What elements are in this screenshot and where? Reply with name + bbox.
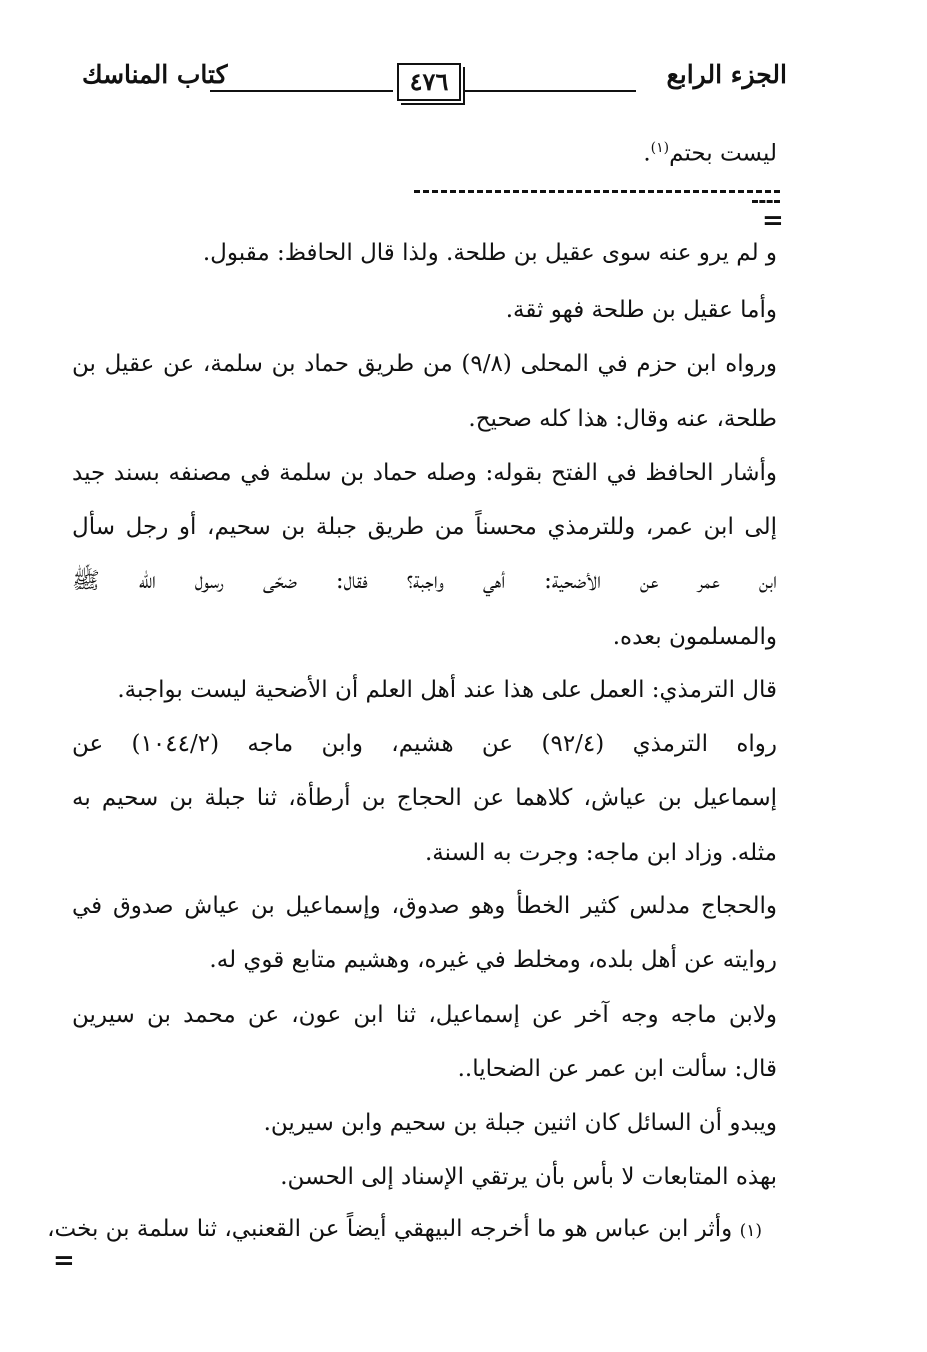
footnote-marker: (١) [739,1221,762,1241]
body-line: ولابن ماجه وجه آخر عن إسماعيل، ثنا ابن عون، عن محمد بن سيرين [72,1002,777,1028]
body-line: وأشار الحافظ في الفتح بقوله: وصله حماد بن سلمة في مصنفه بسند جيد [72,460,777,486]
header-rule-left [210,90,393,92]
body-line: و لم يرو عنه سوى عقيل بن طلحة. ولذا قال الحافظ: مقبول. [202,240,777,266]
body-line: قال الترمذي: العمل على هذا عند أهل العلم أن الأضحية ليست بواجبة. [117,677,777,703]
header-rule-right [463,90,636,92]
body-line: رواه الترمذي (٩٢/٤) عن هشيم، وابن ماجه (١٠٤٤/٢) عن [72,731,777,757]
body-line: وأما عقيل بن طلحة فهو ثقة. [505,297,777,323]
footnote-separator [414,190,780,193]
body-line: إلى ابن عمر، وللترمذي محسناً من طريق جبلة بن سحيم، أو رجل سأل [72,514,777,540]
page-number: ٤٧٦ [397,63,461,101]
continued-text: ليست بحتم [669,140,777,167]
continued-text-line: ليست بحتم$^{(١)}$. [643,140,777,167]
continuation-marker-top: = [762,206,784,236]
body-line: ورواه ابن حزم في المحلى (٩/٨) من طريق حماد بن سلمة، عن عقيل بن [72,351,777,377]
running-header-part: الجزء الرابع [666,60,787,89]
body-line: والمسلمون بعده. [612,624,777,650]
body-line: قال: سألت ابن عمر عن الضحايا.. [457,1056,777,1082]
running-header-book: كتاب المناسك [82,60,228,89]
footnote-text: وأثر ابن عباس هو ما أخرجه البيهقي أيضاً عن القعنبي، ثنا سلمة بن بخت، [47,1216,733,1242]
body-line: والحجاج مدلس كثير الخطأ وهو صدوق، وإسماعيل بن عياش صدوق في [72,893,777,919]
body-line: ويبدو أن السائل كان اثنين جبلة بن سحيم وابن سيرين. [263,1110,777,1136]
footnote-separator-tail [752,200,780,203]
body-line: ابن عمر عن الأضحية: أهي واجبة؟ فقال: ضحّى رسول الله ﷺ [72,568,777,594]
footnote [47,1216,762,1244]
continuation-marker-bottom: = [53,1246,75,1276]
body-line: طلحة، عنه وقال: هذا كله صحيح. [468,406,777,432]
footnote-reference: (١) [650,140,670,156]
body-line: إسماعيل بن عياش، كلاهما عن الحجاج بن أرطأة، ثنا جبلة بن سحيم به [72,785,777,811]
body-line: مثله. وزاد ابن ماجه: وجرت به السنة. [424,840,777,866]
body-line: روايته عن أهل بلده، ومخلط في غيره، وهشيم متابع قوي له. [209,947,777,973]
body-line: بهذه المتابعات لا بأس بأن يرتقي الإسناد إلى الحسن. [280,1164,777,1190]
